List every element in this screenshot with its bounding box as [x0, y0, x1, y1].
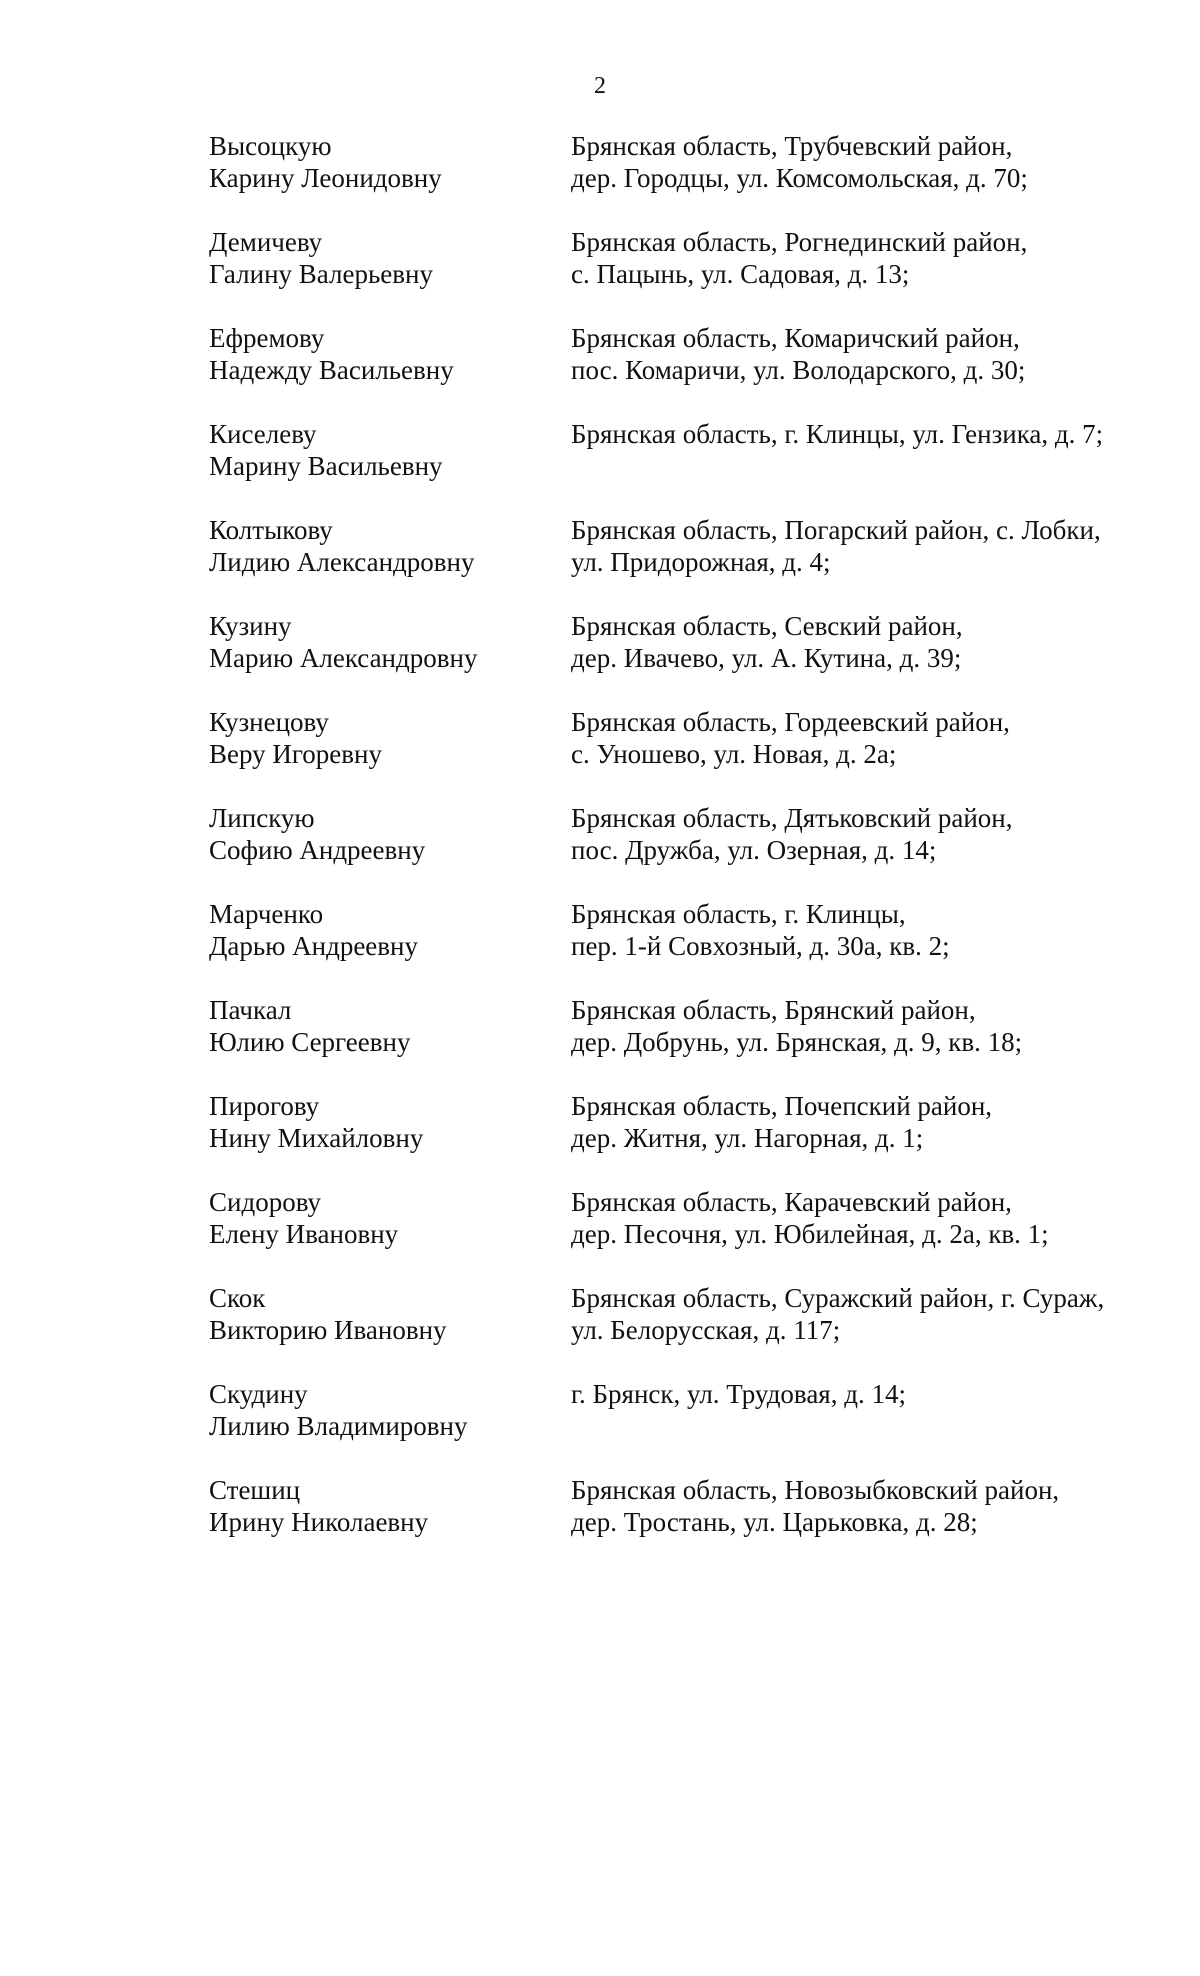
list-item: [209, 706, 1169, 802]
list-item: [209, 1282, 1169, 1378]
page-number: 2: [594, 73, 606, 99]
person-name-line: Пирогову: [209, 1091, 320, 1121]
address-line: Брянская область, Суражский район, г. Сураж,: [571, 1283, 1105, 1313]
address-line: Брянская область, Погарский район, с. Лобки,: [571, 515, 1101, 545]
person-name-line: Кузину: [209, 611, 292, 641]
person-address: [571, 610, 1169, 706]
person-name: [209, 1474, 571, 1570]
list-item: [209, 898, 1169, 994]
person-address: [571, 130, 1169, 226]
person-address: [571, 802, 1169, 898]
list-item: [209, 1378, 1169, 1474]
person-address: [571, 706, 1169, 802]
person-name-line: Высоцкую: [209, 131, 332, 161]
person-name: [209, 802, 571, 898]
list-item: [209, 418, 1169, 514]
person-name-line: Нину Михайловну: [209, 1123, 424, 1153]
address-line: с. Пацынь, ул. Садовая, д. 13;: [571, 259, 910, 289]
address-line: дер. Добрунь, ул. Брянская, д. 9, кв. 18;: [571, 1027, 1023, 1057]
address-line: Брянская область, Новозыбковский район,: [571, 1475, 1060, 1505]
address-line: дер. Житня, ул. Нагорная, д. 1;: [571, 1123, 924, 1153]
person-name: [209, 418, 571, 514]
person-name-line: Марию Александровну: [209, 643, 478, 673]
person-address: [571, 514, 1169, 610]
list-item: [209, 322, 1169, 418]
list-item: [209, 1474, 1169, 1570]
list-item: [209, 226, 1169, 322]
person-name: [209, 514, 571, 610]
person-name-line: Скок: [209, 1283, 266, 1313]
person-name-line: Сидорову: [209, 1187, 322, 1217]
address-line: дер. Песочня, ул. Юбилейная, д. 2а, кв. 1;: [571, 1219, 1049, 1249]
list-item: [209, 802, 1169, 898]
person-name-line: Веру Игоревну: [209, 739, 382, 769]
address-line: Брянская область, Трубчевский район,: [571, 131, 1013, 161]
address-line: дер. Ивачево, ул. А. Кутина, д. 39;: [571, 643, 962, 673]
person-name: [209, 1090, 571, 1186]
person-name-line: Марину Васильевну: [209, 451, 443, 481]
person-name: [209, 994, 571, 1090]
person-name-line: Киселеву: [209, 419, 317, 449]
address-line: Брянская область, г. Клинцы, ул. Гензика, д. 7;: [571, 419, 1104, 449]
person-name-line: Липскую: [209, 803, 315, 833]
address-line: Брянская область, Карачевский район,: [571, 1187, 1012, 1217]
person-name-line: Демичеву: [209, 227, 323, 257]
person-name-line: Софию Андреевну: [209, 835, 426, 865]
address-line: Брянская область, Комаричский район,: [571, 323, 1020, 353]
person-name-line: Пачкал: [209, 995, 292, 1025]
address-line: ул. Белорусская, д. 117;: [571, 1315, 841, 1345]
person-name-line: Ефремову: [209, 323, 325, 353]
list-item: [209, 130, 1169, 226]
address-line: Брянская область, Рогнединский район,: [571, 227, 1028, 257]
person-name-line: Карину Леонидовну: [209, 163, 442, 193]
address-line: ул. Придорожная, д. 4;: [571, 547, 831, 577]
address-line: Брянская область, г. Клинцы,: [571, 899, 906, 929]
address-line: пос. Дружба, ул. Озерная, д. 14;: [571, 835, 937, 865]
address-line: Брянская область, Дятьковский район,: [571, 803, 1013, 833]
person-address: [571, 1186, 1169, 1282]
address-line: Брянская область, Брянский район,: [571, 995, 976, 1025]
person-address: [571, 322, 1169, 418]
person-name: [209, 1378, 571, 1474]
person-name: [209, 322, 571, 418]
address-line: пос. Комаричи, ул. Володарского, д. 30;: [571, 355, 1026, 385]
person-name-line: Стешиц: [209, 1475, 301, 1505]
person-name-line: Юлию Сергеевну: [209, 1027, 411, 1057]
person-address: [571, 1474, 1169, 1570]
person-name-line: Дарью Андреевну: [209, 931, 418, 961]
person-name: [209, 226, 571, 322]
person-address: [571, 1090, 1169, 1186]
person-name-line: Марченко: [209, 899, 324, 929]
address-line: Брянская область, Гордеевский район,: [571, 707, 1010, 737]
address-line: пер. 1-й Совхозный, д. 30а, кв. 2;: [571, 931, 950, 961]
address-line: дер. Городцы, ул. Комсомольская, д. 70;: [571, 163, 1028, 193]
list-item: [209, 610, 1169, 706]
person-address: [571, 1282, 1169, 1378]
person-name-line: Лилию Владимировну: [209, 1411, 468, 1441]
person-name-line: Лидию Александровну: [209, 547, 475, 577]
person-name-line: Елену Ивановну: [209, 1219, 399, 1249]
person-name: [209, 610, 571, 706]
address-line: Брянская область, Почепский район,: [571, 1091, 993, 1121]
person-address: [571, 898, 1169, 994]
person-address: [571, 994, 1169, 1090]
person-name: [209, 706, 571, 802]
list-item: [209, 514, 1169, 610]
address-line: дер. Тростань, ул. Царьковка, д. 28;: [571, 1507, 978, 1537]
list-item: [209, 994, 1169, 1090]
person-name-line: Ирину Николаевну: [209, 1507, 429, 1537]
person-name: [209, 1282, 571, 1378]
person-name: [209, 1186, 571, 1282]
person-name-line: Кузнецову: [209, 707, 329, 737]
address-line: Брянская область, Севский район,: [571, 611, 963, 641]
person-name-line: Колтыкову: [209, 515, 333, 545]
person-name-line: Галину Валерьевну: [209, 259, 433, 289]
person-name: [209, 898, 571, 994]
person-name-line: Скудину: [209, 1379, 308, 1409]
entries-list: [209, 130, 1169, 1570]
list-item: [209, 1186, 1169, 1282]
person-address: [571, 226, 1169, 322]
person-address: [571, 1378, 1169, 1474]
person-name-line: Надежду Васильевну: [209, 355, 454, 385]
person-name: [209, 130, 571, 226]
list-item: [209, 1090, 1169, 1186]
address-line: с. Уношево, ул. Новая, д. 2а;: [571, 739, 897, 769]
person-address: [571, 418, 1169, 514]
person-name-line: Викторию Ивановну: [209, 1315, 447, 1345]
address-line: г. Брянск, ул. Трудовая, д. 14;: [571, 1379, 906, 1409]
